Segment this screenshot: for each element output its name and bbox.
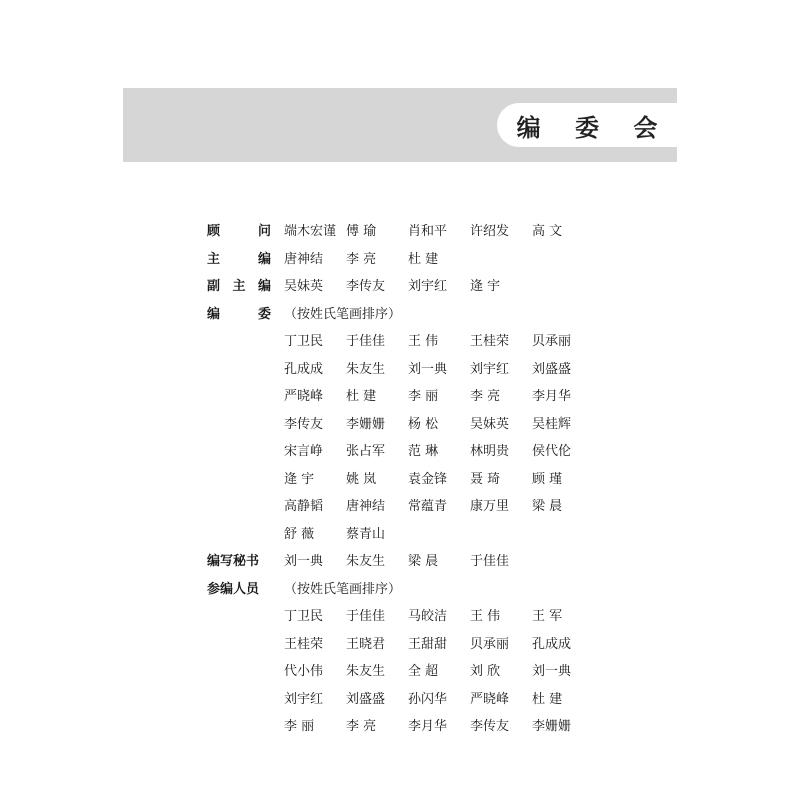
- name-list: [284, 273, 532, 301]
- person-name: 张占军: [346, 444, 386, 459]
- name-row: [207, 383, 607, 411]
- person-name: 梁 晨: [532, 499, 563, 514]
- person-name: 王桂荣: [284, 636, 324, 652]
- role-label: 参编人员: [207, 581, 260, 597]
- role-label: 副主编: [207, 279, 271, 294]
- contributor-name-grid: [207, 603, 607, 741]
- person-name: 李月华: [532, 389, 572, 404]
- name-row: [207, 686, 607, 714]
- person-name: 刘宇红: [284, 691, 324, 707]
- person-name: 李姗姗: [346, 416, 386, 432]
- person-name: 李 亮: [346, 719, 377, 734]
- person-name: 李传友: [346, 279, 386, 294]
- person-name: 李月华: [408, 719, 448, 734]
- person-name: 刘 欣: [470, 664, 501, 679]
- person-name: 唐神结: [346, 499, 386, 514]
- person-name: 许绍发: [470, 224, 510, 239]
- person-name: 刘一典: [284, 554, 324, 569]
- role-label: 编委: [207, 306, 271, 322]
- person-name: 朱友生: [346, 554, 386, 569]
- person-name: 林明贵: [470, 444, 510, 459]
- person-name: 孔成成: [284, 361, 324, 377]
- name-row: [207, 603, 607, 631]
- person-name: 吴妹英: [470, 416, 510, 432]
- person-name: 李 亮: [346, 251, 377, 267]
- role-label: 顾问: [207, 224, 271, 239]
- name-row: [207, 466, 607, 494]
- person-name: 侯代伦: [532, 444, 572, 459]
- person-name: 梁 晨: [408, 554, 439, 569]
- person-name: 逄 宇: [470, 279, 501, 294]
- person-name: 端木宏谨: [284, 224, 337, 239]
- person-name: 傅 瑜: [346, 224, 377, 239]
- person-name: 代小伟: [284, 664, 324, 679]
- person-name: 杜 建: [532, 691, 563, 707]
- name-list: [284, 411, 594, 439]
- name-row: [207, 438, 607, 466]
- name-list: [284, 658, 594, 686]
- person-name: 孔成成: [532, 636, 572, 652]
- name-list: [284, 438, 594, 466]
- person-name: 蔡青山: [346, 526, 386, 542]
- name-list: [284, 246, 470, 274]
- person-name: 朱友生: [346, 361, 386, 377]
- role-label: 主编: [207, 251, 271, 267]
- person-name: 杨 松: [408, 416, 439, 432]
- name-row: [207, 658, 607, 686]
- secretary-row: [207, 548, 607, 576]
- name-row: [207, 713, 607, 741]
- name-list: [284, 548, 532, 576]
- person-name: 李传友: [470, 719, 510, 734]
- name-list: [284, 356, 594, 384]
- person-name: 顾 瑾: [532, 471, 563, 487]
- person-name: 全 超: [408, 664, 439, 679]
- person-name: 姚 岚: [346, 471, 377, 487]
- person-name: 贝承丽: [532, 334, 572, 349]
- person-name: 刘宇红: [470, 361, 510, 377]
- name-row: [207, 631, 607, 659]
- person-name: 于佳佳: [346, 334, 386, 349]
- person-name: 王 伟: [408, 334, 439, 349]
- person-name: 高静韬: [284, 499, 324, 514]
- committee-list: [207, 218, 607, 741]
- person-name: 李传友: [284, 416, 324, 432]
- person-name: 于佳佳: [470, 554, 510, 569]
- sort-note: （按姓氏笔画排序）: [284, 306, 402, 322]
- person-name: 李 亮: [470, 389, 501, 404]
- person-name: 逄 宇: [284, 471, 315, 487]
- person-name: 王甜甜: [408, 636, 448, 652]
- chief-editors-row: [207, 246, 607, 274]
- person-name: 严晓峰: [284, 389, 324, 404]
- person-name: 李 丽: [408, 389, 439, 404]
- person-name: 王 伟: [470, 609, 501, 624]
- person-name: 宋言峥: [284, 444, 324, 459]
- name-row: [207, 328, 607, 356]
- person-name: 肖和平: [408, 224, 448, 239]
- person-name: 孙闪华: [408, 691, 448, 707]
- committee-name-grid: [207, 328, 607, 548]
- person-name: 于佳佳: [346, 609, 386, 624]
- person-name: 贝承丽: [470, 636, 510, 652]
- person-name: 刘宇红: [408, 279, 448, 294]
- person-name: 朱友生: [346, 664, 386, 679]
- name-row: [207, 521, 607, 549]
- person-name: 王桂荣: [470, 334, 510, 349]
- person-name: 丁卫民: [284, 334, 324, 349]
- name-row: [207, 356, 607, 384]
- person-name: 康万里: [470, 499, 510, 514]
- advisors-row: [207, 218, 607, 246]
- person-name: 丁卫民: [284, 609, 324, 624]
- person-name: 高 文: [532, 224, 563, 239]
- committee-header-row: [207, 301, 607, 329]
- person-name: 舒 薇: [284, 526, 315, 542]
- name-list: [284, 713, 594, 741]
- name-list: [284, 466, 594, 494]
- name-list: [284, 493, 594, 521]
- header-banner: [123, 88, 677, 162]
- deputy-chief-editors-row: [207, 273, 607, 301]
- sort-note: （按姓氏笔画排序）: [284, 581, 402, 597]
- page-title: 编 委 会: [516, 113, 671, 142]
- person-name: 李 丽: [284, 719, 315, 734]
- name-list: [284, 686, 594, 714]
- role-label: 编写秘书: [207, 554, 260, 569]
- name-row: [207, 411, 607, 439]
- person-name: 刘盛盛: [532, 361, 572, 377]
- person-name: 严晓峰: [470, 691, 510, 707]
- person-name: 袁金锋: [408, 471, 448, 487]
- person-name: 杜 建: [408, 251, 439, 267]
- person-name: 吴妹英: [284, 279, 324, 294]
- name-list: [284, 383, 594, 411]
- name-list: [284, 603, 594, 631]
- name-list: [284, 631, 594, 659]
- name-row: [207, 493, 607, 521]
- contributors-header-row: [207, 576, 607, 604]
- person-name: 唐神结: [284, 251, 324, 267]
- person-name: 范 琳: [408, 444, 439, 459]
- person-name: 刘一典: [408, 361, 448, 377]
- person-name: 杜 建: [346, 389, 377, 404]
- person-name: 王晓君: [346, 636, 386, 652]
- person-name: 刘盛盛: [346, 691, 386, 707]
- name-list: [284, 521, 408, 549]
- title-tab: [497, 103, 677, 147]
- person-name: 吴桂辉: [532, 416, 572, 432]
- person-name: 马皎洁: [408, 609, 448, 624]
- person-name: 李姗姗: [532, 719, 572, 734]
- person-name: 刘一典: [532, 664, 572, 679]
- name-list: [284, 218, 594, 246]
- name-list: [284, 328, 594, 356]
- person-name: 聂 琦: [470, 471, 501, 487]
- person-name: 常蕴青: [408, 499, 448, 514]
- person-name: 王 军: [532, 609, 563, 624]
